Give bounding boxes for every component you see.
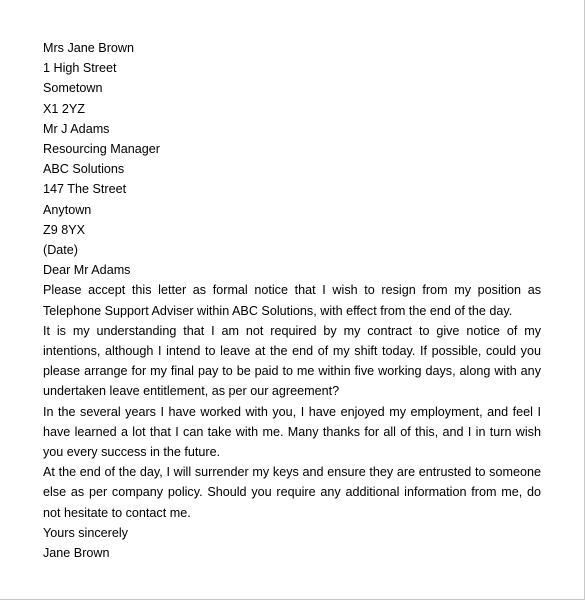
body-paragraph-understanding: It is my understanding that I am not required by my contract to give notice of my intentions, although I intend to leave at the end of my shift today. If possible, could you please arrange for my final pay to be paid to me within five working days, along with any undertaken leave entitlement, as per our agreement? <box>43 323 541 399</box>
body-paragraph-thanks: In the several years I have worked with you, I have enjoyed my employment, and feel I have learned a lot that I can take with me. Many thanks for all of this, and I in turn wish you every success in the future. <box>43 404 541 460</box>
recipient-postcode: Z9 8YX <box>43 222 85 237</box>
salutation: Dear Mr Adams <box>43 263 131 278</box>
recipient-address-line2: Anytown <box>43 202 92 217</box>
sender-address-line2: Sometown <box>43 81 103 96</box>
recipient-name: Mr J Adams <box>43 121 110 136</box>
body-paragraph-keys: At the end of the day, I will surrender my keys and ensure they are entrusted to someone else as per company policy. Should you require any additional information from me, do not hesitate to contact me. <box>43 465 541 520</box>
recipient-company: ABC Solutions <box>43 162 125 177</box>
closing: Yours sincerely <box>43 525 128 540</box>
sender-address-line1: 1 High Street <box>43 61 117 76</box>
signature-name: Jane Brown <box>43 546 110 561</box>
sender-name: Mrs Jane Brown <box>43 41 134 55</box>
resignation-letter <box>43 38 541 563</box>
letter-date: (Date) <box>43 243 78 258</box>
recipient-address-line1: 147 The Street <box>43 182 127 197</box>
body-paragraph-notice: Please accept this letter as formal notice that I wish to resign from my position as Telephone Support Adviser within ABC Solutions, with effect from the end of the day. <box>43 283 541 318</box>
recipient-title: Resourcing Manager <box>43 142 160 157</box>
sender-postcode: X1 2YZ <box>43 101 85 116</box>
